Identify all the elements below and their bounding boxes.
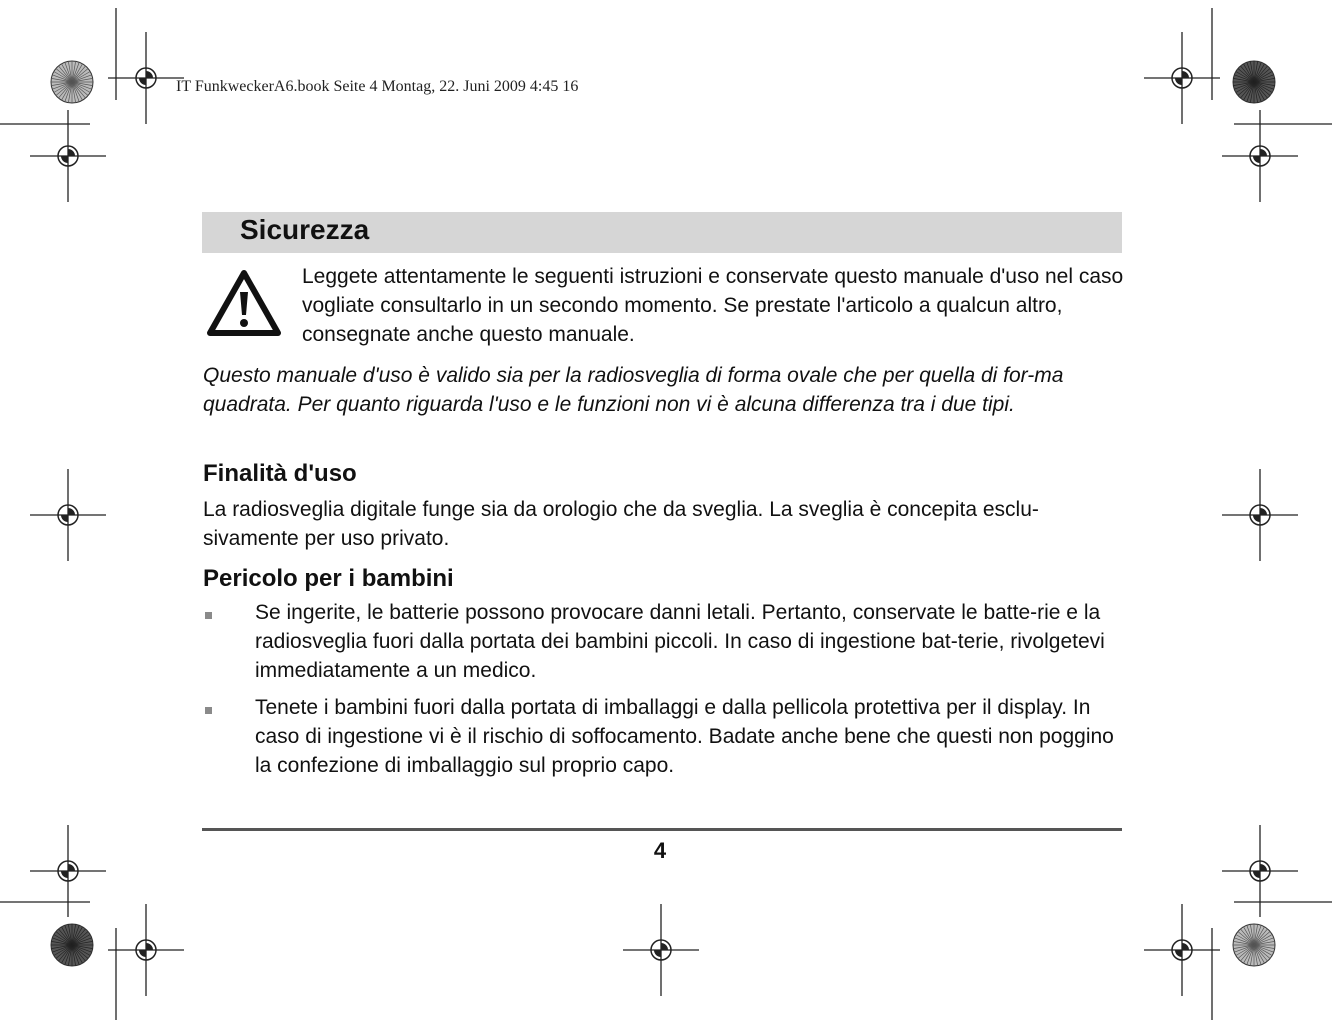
registration-mark-fill: [139, 943, 153, 957]
registration-mark-fill: [1253, 149, 1267, 163]
list-item: [203, 598, 1128, 685]
bullet-square-icon: [205, 612, 212, 619]
list-item: [203, 693, 1128, 780]
page-number: 4: [653, 838, 667, 863]
danger-heading: Pericolo per i bambini: [203, 565, 454, 592]
list-item-text: Se ingerite, le batterie possono provocare danni letali. Pertanto, conservate le batte-rie e la radiosveglia fuori dalla portata dei bambini piccoli. In caso di ingestione bat-terie, rivolgetevi immediatamente a un medico.: [255, 601, 1105, 682]
registration-mark-fill: [61, 864, 75, 878]
warning-text: Leggete attentamente le seguenti istruzioni e conservate questo manuale d'uso nel caso vogliate consultarlo in un secondo momento. Se prestate l'articolo a qualcun altro, consegnate anche questo manuale.: [302, 265, 1124, 346]
section-title: Sicurezza: [240, 214, 370, 245]
registration-mark-fill: [654, 943, 668, 957]
registration-mark-fill: [1253, 508, 1267, 522]
section-header-bar: [202, 212, 1122, 253]
registration-mark-fill: [1175, 71, 1189, 85]
list-item-text: Tenete i bambini fuori dalla portata di imballaggi e dalla pellicola protettiva per il display. In caso di ingestione vi è il rischio di soffocamento. Badate anche bene che questi non poggino la confezione di imballaggio sul proprio capo.: [255, 696, 1114, 777]
registration-mark-fill: [61, 508, 75, 522]
intro-paragraph: Questo manuale d'uso è valido sia per la radiosveglia di forma ovale che per quella di for-ma quadrata. Per quanto riguarda l'uso e le funzioni non vi è alcuna differenza tra i due tipi.: [203, 364, 1064, 416]
purpose-heading: Finalità d'uso: [203, 460, 357, 487]
danger-list: [203, 598, 1128, 788]
registration-mark-fill: [139, 71, 153, 85]
print-header: IT FunkweckerA6.book Seite 4 Montag, 22. Juni 2009 4:45 16: [176, 78, 579, 95]
warning-triangle-icon: [206, 268, 282, 338]
footer-rule: [202, 828, 1122, 831]
purpose-text: La radiosveglia digitale funge sia da orologio che da sveglia. La sveglia è concepita esclu-sivamente per uso privato.: [203, 498, 1039, 550]
registration-mark-fill: [1253, 864, 1267, 878]
bullet-square-icon: [205, 707, 212, 714]
registration-mark-fill: [1175, 943, 1189, 957]
registration-mark-fill: [61, 149, 75, 163]
